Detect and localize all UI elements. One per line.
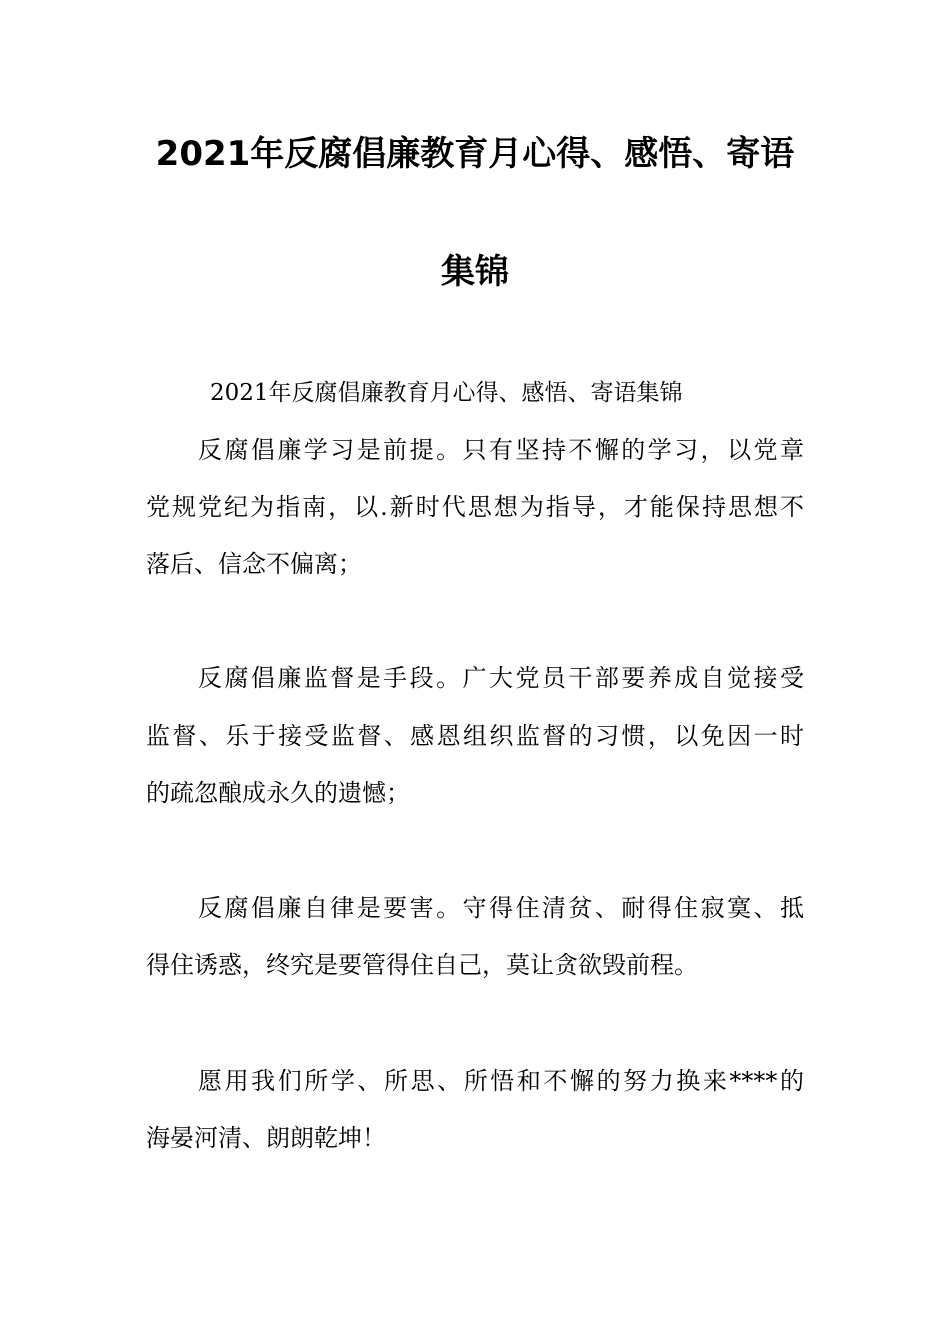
paragraph-line: 愿用我们所学、所思、所悟和不懈的努力换来****的 — [198, 1067, 804, 1095]
paragraph-line: 反腐倡廉自律是要害。守得住清贫、耐得住寂寞、抵 — [198, 894, 804, 922]
paragraph-line: 反腐倡廉学习是前提。只有坚持不懈的学习，以党章 — [198, 436, 804, 464]
paragraph-line: 海晏河清、朗朗乾坤！ — [146, 1124, 386, 1152]
paragraph-line: 党规党纪为指南，以.新时代思想为指导，才能保持思想不 — [146, 493, 804, 521]
paragraph-line: 的疏忽酿成永久的遗憾； — [146, 779, 410, 807]
paragraph-line: 反腐倡廉监督是手段。广大党员干部要养成自觉接受 — [198, 664, 804, 692]
paragraph-line: 监督、乐于接受监督、感恩组织监督的习惯，以免因一时 — [146, 722, 804, 750]
document-title-line-2: 集锦 — [441, 252, 509, 292]
paragraph-line: 落后、信念不偏离； — [146, 550, 362, 578]
paragraph-line: 得住诱惑，终究是要管得住自己，莫让贪欲毁前程。 — [146, 951, 698, 979]
document-subtitle: 2021年反腐倡廉教育月心得、感悟、寄语集锦 — [210, 380, 683, 406]
document-title-line-1: 2021年反腐倡廉教育月心得、感悟、寄语 — [155, 134, 795, 174]
